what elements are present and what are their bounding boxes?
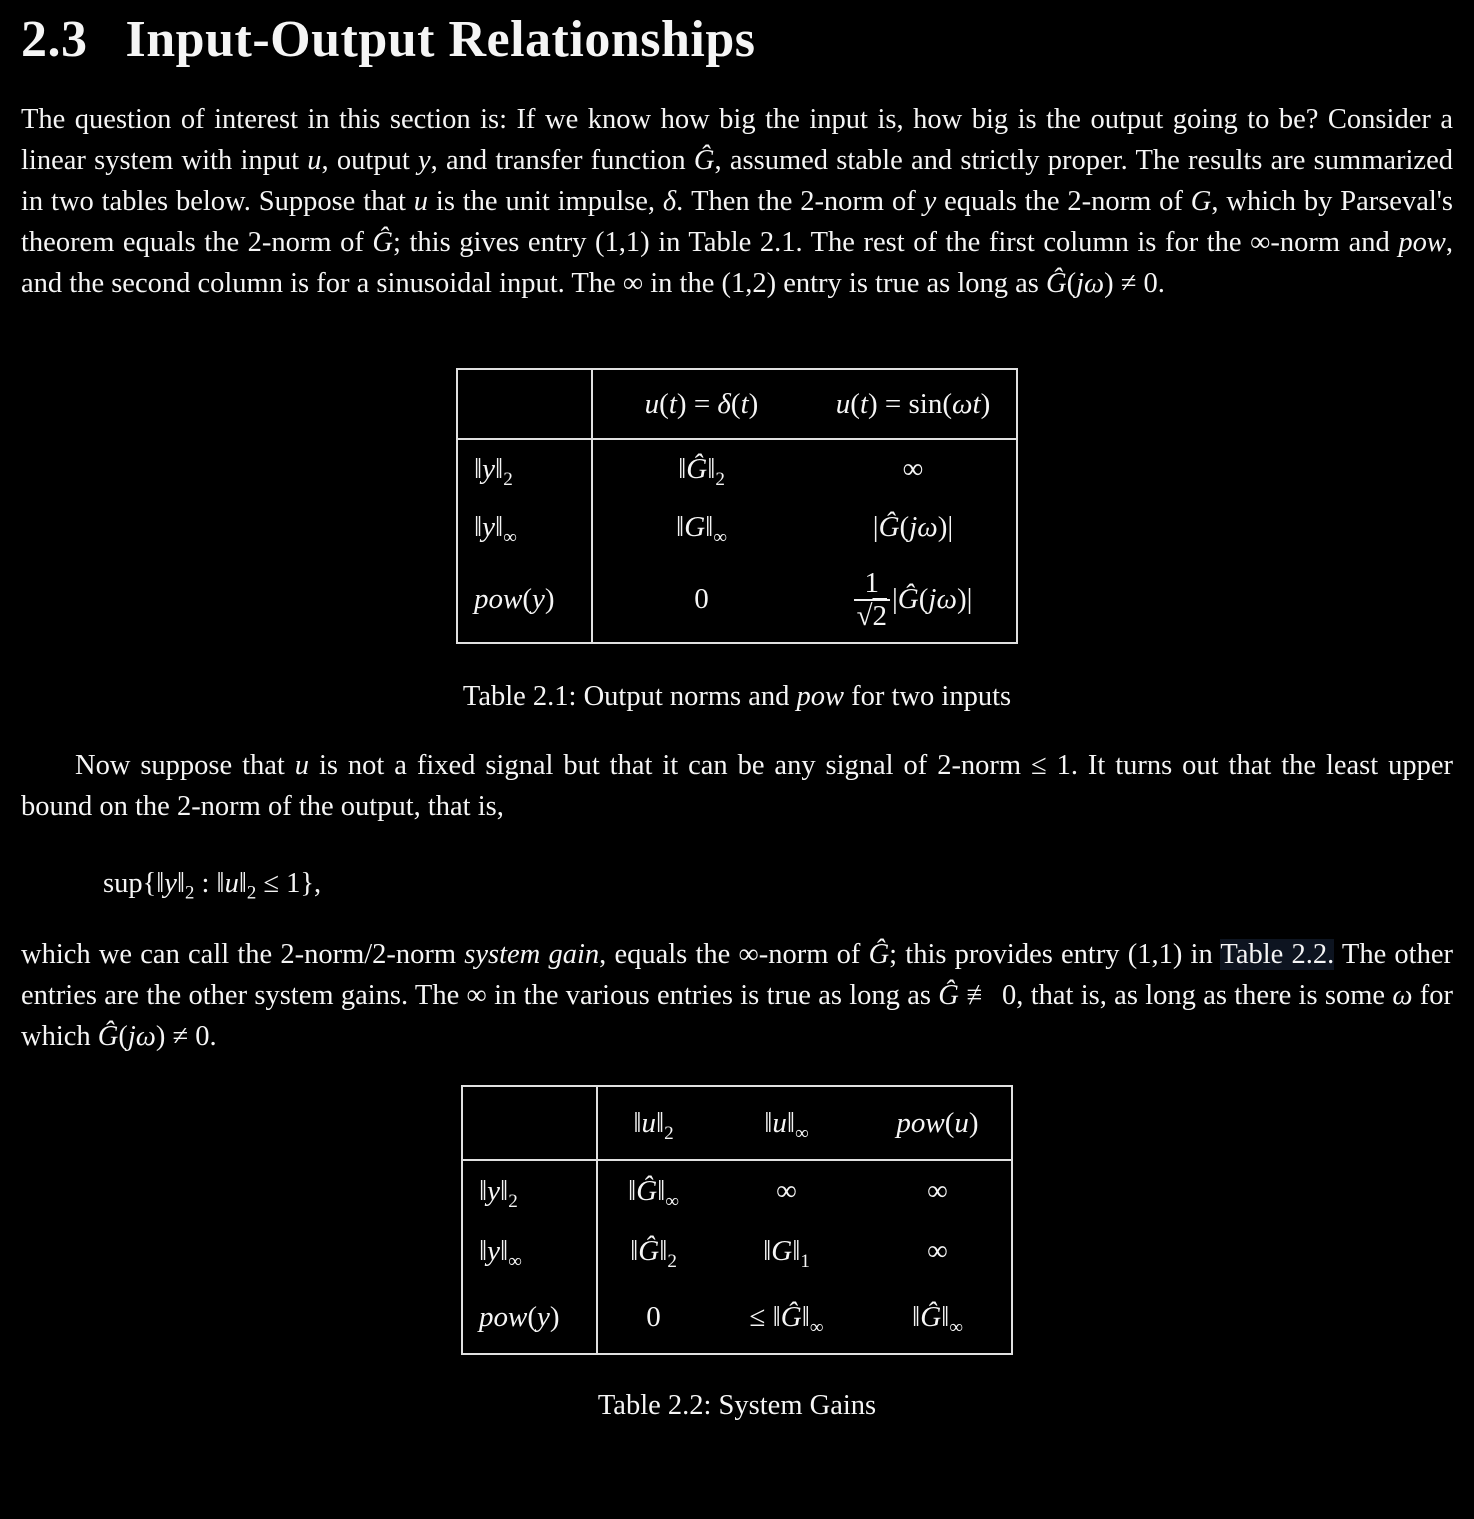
t22-corner-cell: [462, 1086, 597, 1160]
t21-cell-y2-impulse: $‖Ĝ‖_2$: [678, 452, 725, 490]
section-number: 2.3: [21, 11, 88, 68]
sqrt-sign: √: [856, 599, 873, 632]
t22-rowlabel-yinf: $‖y‖_\infty$: [462, 1221, 597, 1281]
t21-rowlabel-y2: $‖y‖_2$: [457, 439, 592, 498]
t21-cell-pow-impulse: 0: [694, 582, 709, 615]
table-2-2-block: [21, 1085, 1453, 1426]
fraction-numerator: 1: [864, 567, 880, 600]
t22-cell-yinf-powu: ∞: [927, 1234, 948, 1267]
paragraph-system-gain-before: which we can call the 2-norm/2-norm system gain, equals the ∞-norm of Ĝ; this provides entry (1,1) in: [21, 939, 1221, 970]
t21-header-impulse: u(t) = δ(t): [592, 369, 810, 439]
t22-cell-pow-u2: 0: [646, 1300, 661, 1333]
fraction: [854, 568, 890, 631]
t21-corner-cell: [457, 369, 592, 439]
table-2-1-caption: Table 2.1: Output norms and pow for two inputs: [462, 681, 1012, 712]
t21-header-sinusoid: u(t) = sin(ωt): [810, 369, 1017, 439]
fraction-expression: [854, 568, 973, 631]
t22-cell-yinf-uinf: $‖G‖_1$: [763, 1234, 810, 1272]
t22-cell-y2-u2: $‖Ĝ‖_\infty$: [628, 1174, 679, 1212]
table-row: [457, 439, 1017, 498]
paragraph-system-gain-after: The other entries are the other system gains. The ∞ in the various entries is true as long as Ĝ ≢ 0, that is, as long as there is some ω for which Ĝ(jω) ≠ 0.: [21, 939, 1453, 1052]
t22-header-row: [462, 1086, 1012, 1160]
t22-cell-y2-powu: ∞: [927, 1174, 948, 1207]
paragraph-intro: The question of interest in this section is: If we know how big the input is, how big is the output going to be? Consider a linear system with input u, output y, and transfer function Ĝ, assumed stable and strictly proper. The results are summarized in two tables below. Suppose that u is the unit impulse, δ. Then the 2-norm of y equals the 2-norm of G, which by Parseval's theorem equals the 2-norm of Ĝ; this gives entry (1,1) in Table 2.1. The rest of the first column is for the ∞-norm and pow, and the second column is for a sinusoidal input. The ∞ in the (1,2) entry is true as long as Ĝ(jω) ≠ 0.: [21, 104, 1453, 299]
display-formula: $sup\{‖y‖_2$ : $‖u‖_2 \le 1$},: [103, 868, 322, 904]
paragraph-system-gain: [21, 934, 1453, 1057]
t22-header-u2: $‖u‖_2$: [597, 1086, 709, 1160]
t21-cell-pow-sin: [810, 556, 1017, 643]
table-2-1: [456, 368, 1018, 644]
paragraph-sup-intro: Now suppose that u is not a fixed signal but that it can be any signal of 2-norm ≤ 1. It turns out that the least upper bound on the 2-norm of the output, that is,: [21, 750, 1453, 822]
table-row: [462, 1221, 1012, 1281]
t21-rowlabel-pow: pow(y): [457, 556, 592, 643]
t22-rowlabel-y2: $‖y‖_2$: [462, 1160, 597, 1221]
table-row: [462, 1160, 1012, 1221]
t22-cell-y2-uinf: ∞: [776, 1174, 797, 1207]
t21-rowlabel-yinf: $‖y‖_\infty$: [457, 498, 592, 556]
t21-header-row: [457, 369, 1017, 439]
sqrt-radicand: 2: [872, 599, 887, 632]
t21-cell-yinf-sin: |Ĝ(jω)|: [872, 510, 954, 543]
table-2-2-link[interactable]: Table 2.2.: [1220, 939, 1335, 970]
t22-header-uinf: $‖u‖_\infty$: [709, 1086, 864, 1160]
table-2-2-caption: Table 2.2: System Gains: [597, 1390, 877, 1421]
table-2-1-block: [21, 368, 1453, 717]
t22-rowlabel-pow: pow(y): [462, 1281, 597, 1354]
fraction-denominator: [854, 599, 890, 631]
table-row: [457, 498, 1017, 556]
t22-cell-pow-uinf: ≤ $‖Ĝ‖_\infty$: [749, 1300, 824, 1338]
t21-cell-yinf-impulse: $‖G‖_\infty$: [676, 510, 727, 548]
t22-header-powu: pow(u): [864, 1086, 1012, 1160]
t22-cell-yinf-u2: $‖Ĝ‖_2$: [630, 1234, 677, 1272]
section-title: Input-Output Relationships: [125, 11, 756, 68]
table-row: [457, 556, 1017, 643]
section-heading: [21, 10, 1453, 69]
fraction-rest: |Ĝ(jω)|: [891, 583, 973, 615]
table-2-2: [461, 1085, 1013, 1355]
t21-cell-y2-sin: ∞: [902, 452, 924, 485]
table-row: [462, 1281, 1012, 1354]
t22-cell-pow-powu: $‖Ĝ‖_\infty$: [912, 1300, 963, 1338]
